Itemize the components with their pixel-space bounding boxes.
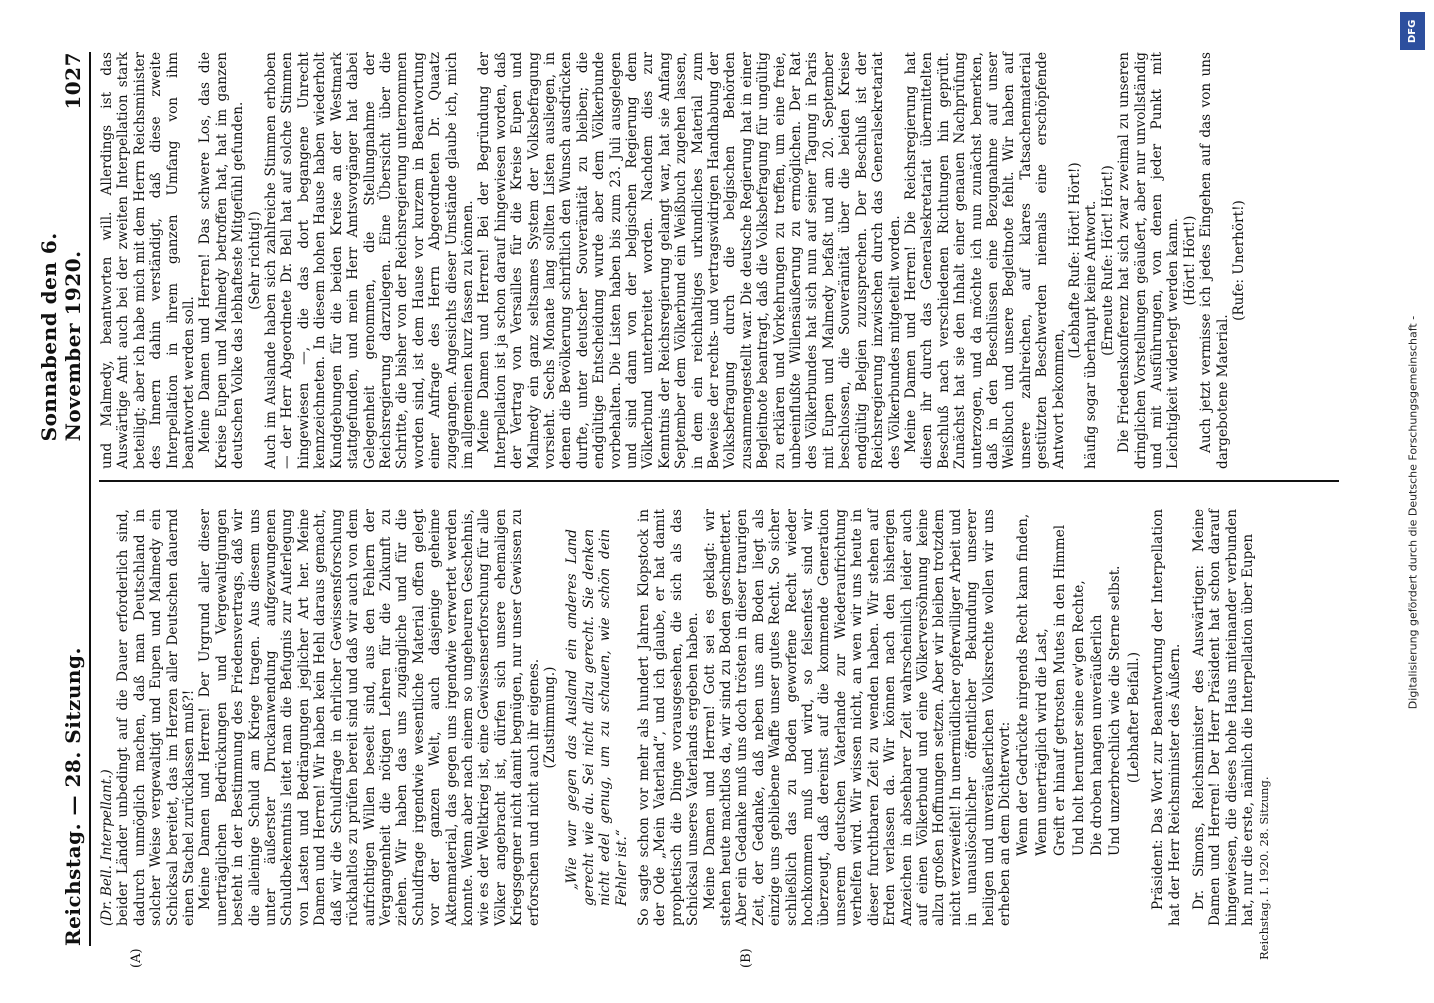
paragraph: Meine Damen und Herren! Die Reichsregierung hat diesen ihr durch das Generalsekretariat übermittelten Beschluß nach verschiedenen Richtungen hin geprüft. Zunächst hat sie den Inhalt einer genauen Nachprüfung unterzogen, und da möchte ich nun zunächst bemerken, daß in den Beschlüssen eine Bezugnahme auf unser Weißbuch und unsere Begleitnote fehlt. Wir haben auf unsere zahlreichen, auf klares Tatsachenmaterial gestützten Beschwerden niemals eine erschöpfende Antwort bekommen, [902, 52, 1067, 469]
paragraph: Auch jetzt vermisse ich jedes Eingehen auf das von uns dargebotene Material. [1198, 52, 1231, 469]
header-left: Reichstag. — 28. Sitzung. [61, 647, 85, 946]
interjection: (Hört! Hört!) [1181, 215, 1198, 306]
president-statement: Präsident: Das Wort zur Beantwortung der Interpellation hat der Herr Reichsminister des Äußern. [1150, 509, 1183, 926]
credit-text: Digitalisierung gefördert durch die Deutsche Forschungsgemeinschaft - [1406, 315, 1420, 710]
verse-line: Wenn der Gedrückte nirgends Recht kann finden, [1015, 513, 1032, 856]
paragraph: häufig sogar überhaupt keine Antwort. [1083, 200, 1100, 469]
paragraph: beider Länder unbedingt auf die Dauer erforderlich sind, dadurch unmöglich machen, daß man Deutschland in solcher Weise vergewaltigt und Eupen und Malmedy ein Schicksal bereitet, das im Herzen aller Deutschen dauernd einen Stachel zurücklassen muß?! [115, 509, 198, 926]
quote: „Wie war gegen das Ausland ein anderes Land gerecht wie du. Sei nicht allzu gerecht. Sie denken nicht edel genug, um zu schauen, wie schön dein Fehler ist.“ [564, 529, 630, 906]
paragraph: Die Friedenskonferenz hat sich zwar zweimal zu unseren dringlichen Vorstellungen geäußert, aber nur unvollständig und mit Ausführungen, von denen jeder Punkt mit Leichtigkeit widerlegt werden kann. [1116, 52, 1182, 469]
verse-line: Die droben hangen unveräußerlich [1088, 614, 1105, 856]
verse-line: Wenn unerträglich wird die Last, [1033, 628, 1050, 856]
interjection: (Zustimmung.) [541, 666, 558, 769]
margin-marker-b: (B) [739, 948, 754, 968]
text-columns [99, 52, 1299, 968]
column-divider [99, 480, 1339, 482]
verse-line: Greift er hinauf getrosten Mutes in den Himmel [1052, 524, 1069, 856]
paragraph: und Malmedy, beantworten will. Allerdings ist das Auswärtige Amt auch bei der zweiten Interpellation stark beteiligt; aber ich habe mich mit dem Herrn Reichsminister des Innern dahin verständigt, daß diese zweite Interpellation in ihrem ganzen Umfang von ihm beantwortet werden soll. [99, 52, 198, 469]
right-column [99, 52, 1299, 469]
interjection: (Erneute Rufe: Hört! Hört!) [1099, 165, 1116, 356]
speaker-note: (Dr. Bell. Interpellant.) [99, 769, 115, 926]
paragraph: Meine Damen und Herren! Gott sei es geklagt: wir stehen heute machtlos da, wir sind zu Boden geschmettert. Aber ein Gedanke muß uns doch trösten in dieser traurigen Zeit, der Gedanke, daß neben uns am Boden liegt als einzige uns gebliebene Waffe unser gutes Recht. So sicher schließlich das zu Boden geworfene Recht wieder hochkommen muß und wird, so felsenfest sind wir überzeugt, daß dereinst auf die kommende Generation unserem deutschen Vaterlande zur Wiederaufrichtung verhelfen wird. Wir wissen nicht, an wen wir uns heute in dieser furchtbaren Zeit zu wenden haben. Wir stehen auf Erden verlassen da. Wir können nach den bisherigen Anzeichen in absehbarer Zeit wahrscheinlich leider auch auf einen Völkerbund und eine Völkerversöhnung keine allzu großen Hoffnungen setzen. Aber wir bleiben trotzdem nicht verzweifelt! In unermüdlicher opferwilliger Arbeit und in unauslöschlicher öffentlicher Bekundung unserer heiligen und unveräußerlichen Volksrechte wollen wir uns erheben an dem Dichterwort: [701, 509, 1013, 926]
header-right: Sonnabend den 6. November 1920. [37, 232, 85, 442]
paragraph: Meine Damen und Herren! Der Urgrund aller dieser unerträglichen Bedrückungen und Vergewaltigungen besteht in der Bestimmung des Friedensvertrags, daß wir die alleinige Schuld am Kriege tragen. Aus diesem uns unter äußerster Druckanwendung aufgezwungenen Schuldbekenntnis leitet man die Befugnis zur Auferlegung von Lasten und Bedrängungen jeglicher Art her. Meine Damen und Herren! Wir haben kein Hehl daraus gemacht, daß wir die Schuldfrage in ehrlicher Gewissensforschung rückhaltlos zu prüfen bereit sind und daß wir auch von dem aufrichtigen Willen beseelt sind, aus den Fehlern der Vergangenheit die nötigen Lehren für die Zukunft zu ziehen. Wir haben das uns zugängliche und für die Schuldfrage irgendwie wesentliche Material offen gelegt vor der ganzen Welt, auch dasjenige geheime Aktenmaterial, das gegen uns irgendwie verwertet werden konnte. Wenn aber nach einem so ungeheuren Geschehnis, wie es der Weltkrieg ist, eine Gewissenserforschung für alle Völker angebracht ist, dürfen sich unsere ehemaligen Kriegsgegner nicht damit begnügen, nur unser Gewissen zu erforschen und nicht auch ihr eigenes. [197, 509, 542, 926]
margin-marker-a: (A) [129, 948, 144, 968]
verse-line: Und unzerbrechlich wie die Sterne selbst. [1107, 565, 1124, 856]
verse-line: Und holt herunter seine ew'gen Rechte, [1070, 580, 1087, 856]
sidebar-credit [1398, 6, 1428, 996]
interjection: (Sehr richtig!) [246, 211, 263, 310]
paragraph: Meine Damen und Herren! Das schwere Los, das die Kreise Eupen und Malmedy betroffen hat, hat im ganzen deutschen Volke das lebhafteste Mitgefühl gefunden. [197, 52, 247, 469]
page-header [37, 52, 91, 946]
poem [1015, 509, 1123, 926]
interjection: (Rufe: Unerhört!) [1231, 200, 1248, 321]
interjection: (Lebhafter Beifall.) [1125, 651, 1142, 784]
paragraph: So sagte schon vor mehr als hundert Jahren Klopstock in der Ode „Mein Vaterland“, und ich glaube, er hat damit prophetisch die Dinge vorausgesehen, die sich als das Schicksal unseres Vaterlands ergeben haben. [636, 509, 702, 926]
left-column [99, 509, 1299, 926]
page-footer-note: Reichstag. I. 1920. 28. Sitzung. [1257, 776, 1271, 960]
interjection: (Lebhafte Rufe: Hört! Hört!) [1066, 162, 1083, 359]
paragraph: Auch im Auslande haben sich zahlreiche Stimmen erhoben — der Herr Abgeordnete Dr. Bell hat auf solche Stimmen hingewiesen —, die das dort begangene Unrecht kennzeichneten. In diesem hohen Hause haben wiederholt Kundgebungen für die beiden Kreise an der Westmark stattgefunden, und mein Herr Amtsvorgänger hat dabei Gelegenheit genommen, die Stellungnahme der Reichsregierung darzulegen. Eine Übersicht über die Schritte, die bisher von der Reichsregierung unternommen worden sind, ist dem Hause vor kurzem in Beantwortung einer Anfrage des Herrn Abgeordneten Dr. Quaatz zugegangen. Angesichts dieser Umstände glaube ich, mich im allgemeinen kurz fassen zu können. [263, 52, 476, 469]
simons-statement: Dr. Simons, Reichsminister des Auswärtigen: Meine Damen und Herren! Der Herr Präsident hat schon darauf hingewiesen, die dieses hohe Haus miteinander verbunden hat, nur die erste, nämlich die Interpellation über Eupen [1191, 509, 1257, 926]
dfg-logo: DFG [1400, 12, 1425, 50]
page-number: 1027 [61, 52, 85, 110]
scanned-page [25, 20, 1405, 980]
paragraph: Meine Damen und Herren! Bei der Begründung der Interpellation ist ja schon darauf hingewiesen worden, daß der Vertrag von Versailles für die Kreise Eupen und Malmedy ein ganz seltsames System der Volksbefragung vorsieht. Sechs Monate lang sollten Listen ausliegen, in denen die Bevölkerung schriftlich den Wunsch ausdrücken durfte, unter deutscher Souveränität zu bleiben; die endgültige Entscheidung wurde aber dem Völkerbunde vorbehalten. Die Listen haben bis zum 23. Juli ausgelegen und sind dann von der belgischen Regierung dem Völkerbund unterbreitet worden. Nachdem dies zur Kenntnis der Reichsregierung gelangt war, hat sie Anfang September dem Völkerbund ein Weißbuch zugehen lassen, in dem ein reichhaltiges urkundliches Material zum Beweise der rechts- und vertragswidrigen Handhabung der Volksbefragung durch die belgischen Behörden zusammengestellt war. Die deutsche Regierung hat in einer Begleitnote beantragt, daß die Volksbefragung für ungültig zu erklären und Vorkehrungen zu treffen, um eine freie, unbeeinflußte Willensäußerung zu ermöglichen. Der Rat des Völkerbundes hat sich nun auf seiner Tagung in Paris mit Eupen und Malmedy befaßt und am 20. September beschlossen, die Souveränität über die beiden Kreise endgültig Belgien zuzusprechen. Der Beschluß ist der Reichsregierung inzwischen durch das Generalsekretariat des Völkerbundes mitgeteilt worden. [476, 52, 903, 469]
